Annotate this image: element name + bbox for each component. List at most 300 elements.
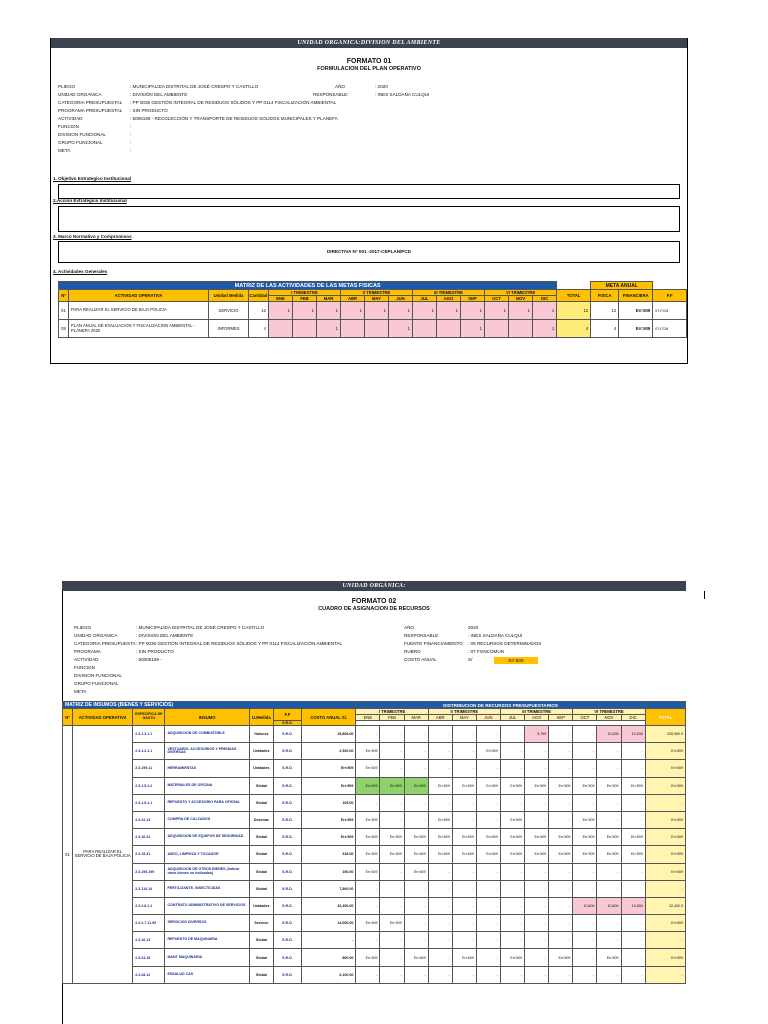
col2-n: Nº — [63, 709, 73, 726]
meta-row — [74, 649, 174, 654]
responsible-field — [313, 92, 430, 97]
row-month-value — [413, 320, 437, 338]
row-month-value: - — [525, 760, 549, 777]
meta-label: FUNCION — [74, 665, 95, 670]
row-month-value: - — [476, 966, 500, 983]
section-norms-box — [58, 241, 680, 263]
row-month-value: - — [621, 915, 645, 932]
row-month-value: Err:509 — [597, 829, 621, 846]
col-q4: VI TRIMESTRE — [485, 290, 557, 296]
row-month-value — [365, 320, 389, 338]
month-header: JUN — [389, 296, 413, 302]
row-input: ADQUISICION DE EQUIPOS DE SEGURIDAD — [165, 829, 249, 846]
meta-value: : PP 0036 GESTIÓN INTEGRAL DE RESIDUOS SÓLIDOS Y PP 0114 FISCALIZACIÓN AMBIENTAL — [136, 641, 343, 646]
row-month-value: - — [404, 726, 428, 743]
row-month-value: Err:509 — [621, 829, 645, 846]
table-row — [63, 829, 686, 846]
row-cost: Err:509 — [302, 829, 356, 846]
month-header: SEP — [549, 715, 573, 721]
row-unit: Unidades — [249, 760, 273, 777]
row-cost: Err:509 — [302, 760, 356, 777]
row-month-value: Err:509 — [549, 777, 573, 794]
col-q3: III TRIMESTRE — [413, 290, 485, 296]
row-month-value: Err:509 — [501, 829, 525, 846]
meta-value: : — [130, 140, 132, 145]
col2-input: INSUMO — [165, 709, 249, 726]
row-month-value: - — [356, 897, 380, 914]
annual-cost-value: Err:509 — [494, 657, 538, 664]
row-month-value: - — [380, 760, 404, 777]
row-month-value: Err:509 — [428, 846, 452, 863]
row-month-value: - — [501, 726, 525, 743]
row-unit: Global — [249, 932, 273, 949]
row-month-value — [437, 320, 461, 338]
row-ff: 5-R.D. — [273, 949, 301, 966]
row-month-value: 1 — [533, 302, 557, 320]
row-month-value: - — [404, 811, 428, 828]
meta-label: GRUPO FUNCIONAL — [58, 140, 103, 145]
row-month-value: - — [549, 915, 573, 932]
month-header: OCT — [573, 715, 597, 721]
row-month-value: - — [428, 880, 452, 897]
row-total: Err:509 — [645, 777, 685, 794]
meta-value: : — [130, 148, 132, 153]
group-n: 01 — [63, 726, 73, 984]
row-month-value: Err:509 — [356, 760, 380, 777]
meta-row — [74, 673, 122, 678]
row-month-value: Err:509 — [380, 829, 404, 846]
format-02-subtitle: CUADRO DE ASIGNACION DE RECURSOS — [318, 606, 430, 612]
month-header: ENE — [269, 296, 293, 302]
row-unit: Docenas — [249, 811, 273, 828]
row-month-value: - — [597, 863, 621, 880]
meta-value: : 05 RECURSOS DETERMINADOS — [468, 641, 542, 646]
responsible-value: : INES SALDAÑA CULQUI — [375, 92, 430, 97]
row-month-value: - — [549, 966, 573, 983]
table-row — [63, 949, 686, 966]
row-month-value: Err:509 — [356, 829, 380, 846]
row-month-value: 1 — [389, 302, 413, 320]
month-header: NOV — [509, 296, 533, 302]
meta-value: : 07 FONCOMUN — [468, 649, 504, 654]
group-activity: PARA REALIZAR EL SERVICIO DE BAJA POLICIA — [73, 726, 133, 984]
meta-value: : 50006159 - — [136, 657, 162, 662]
row-ff: 5-R.D. — [273, 829, 301, 846]
row-month-value: 10,635 — [597, 726, 621, 743]
row-month-value: - — [404, 932, 428, 949]
row-month-value: - — [549, 811, 573, 828]
month-header: ENE — [356, 715, 380, 721]
meta-label: FUNCION — [58, 124, 79, 129]
col2-q4: VI TRIMESTRE — [573, 709, 645, 715]
row-month-value: Err:509 — [621, 777, 645, 794]
month-header: JUL — [413, 296, 437, 302]
row-month-value: - — [525, 794, 549, 811]
col-quantity: Cantidad — [249, 290, 269, 302]
month-header: JUN — [476, 715, 500, 721]
row-month-value: - — [428, 863, 452, 880]
row-month-value: - — [380, 932, 404, 949]
meta-label: PROGRAMA PRESUPUESTAL — [58, 108, 123, 113]
table-row — [59, 302, 687, 320]
row-month-value: - — [476, 760, 500, 777]
row-n: 01 — [59, 302, 69, 320]
row-total: Err:509 — [645, 863, 685, 880]
row-month-value: - — [573, 794, 597, 811]
row-month-value: - — [501, 863, 525, 880]
row-total: - — [645, 880, 685, 897]
row-ff: 5-R.D. — [273, 932, 301, 949]
row-month-value: - — [573, 726, 597, 743]
row-month-value: - — [621, 760, 645, 777]
row-month-value: Err:509 — [404, 829, 428, 846]
month-header: FEB — [380, 715, 404, 721]
row-month-value: Err:509 — [356, 846, 380, 863]
col2-q2: II TRIMESTRE — [428, 709, 500, 715]
col-q2: II TRIMESTRE — [341, 290, 413, 296]
row-month-value: - — [356, 880, 380, 897]
table-row — [63, 897, 686, 914]
row-month-value: Err:509 — [525, 777, 549, 794]
row-month-value: - — [525, 932, 549, 949]
row-month-value: 1 — [437, 302, 461, 320]
row-month-value: - — [476, 811, 500, 828]
year-value: : 2020 — [375, 84, 388, 89]
row-month-value: Err:509 — [356, 863, 380, 880]
row-month-value: - — [356, 966, 380, 983]
row-month-value: Err:509 — [404, 949, 428, 966]
row-month-value: 5,799 — [525, 726, 549, 743]
col2-activity: ACTIVIDAD OPERATIVA — [73, 709, 133, 726]
row-month-value: - — [428, 760, 452, 777]
row-input: HERRAMIENTAS — [165, 760, 249, 777]
row-month-value: - — [356, 932, 380, 949]
meta-value: : INES SALDAÑA CULQUI — [468, 633, 523, 638]
row-financial: Err:509 — [619, 302, 653, 320]
month-header: SEP — [461, 296, 485, 302]
row-unit: Global — [249, 880, 273, 897]
inputs-matrix — [62, 701, 686, 984]
row-month-value: Err:509 — [452, 829, 476, 846]
row-month-value: Err:509 — [621, 846, 645, 863]
row-month-value: - — [428, 949, 452, 966]
meta-value: : 5006159 - RECOLECCIÓN Y TRANSPORTE DE RESIDUOS SOLIDOS MUNICIPALES Y PLANEFA — [130, 116, 338, 121]
table-row — [63, 966, 686, 983]
row-month-value: - — [452, 915, 476, 932]
row-month-value: - — [501, 794, 525, 811]
row-month-value: - — [452, 966, 476, 983]
row-unit: Global — [249, 777, 273, 794]
row-unit: SERVICIO — [209, 302, 249, 320]
col-financial: FINANCIERA — [619, 290, 653, 302]
meta-label: CATEGORIA PRESUPUESTA — [74, 641, 136, 646]
row-month-value: - — [549, 726, 573, 743]
row-month-value: 1 — [461, 320, 485, 338]
row-month-value: - — [621, 863, 645, 880]
row-unit: Global — [249, 794, 273, 811]
row-month-value: Err:509 — [380, 846, 404, 863]
col2-cost: COSTO ANUAL S/. — [302, 709, 356, 726]
row-ff: 5-R.D. — [273, 966, 301, 983]
row-spec: 2.3.16.13 — [133, 932, 165, 949]
row-month-value: - — [452, 863, 476, 880]
meta-value: : SIN PRODUCTO — [130, 108, 168, 113]
row-month-value: Err:509 — [501, 846, 525, 863]
row-spec: 2.3.22.13 — [133, 811, 165, 828]
row-month-value: - — [476, 863, 500, 880]
row-month-value: - — [452, 794, 476, 811]
col2-ff-sub: 5-R.D. — [273, 721, 301, 726]
row-month-value: - — [549, 932, 573, 949]
row-month-value: - — [525, 880, 549, 897]
meta-row — [74, 665, 95, 670]
row-unit: Unidades — [249, 897, 273, 914]
row-total: Err:509 — [645, 915, 685, 932]
row-month-value: 1 — [317, 320, 341, 338]
row-month-value — [341, 320, 365, 338]
row-spec: 2.3.110.14 — [133, 880, 165, 897]
row-month-value: - — [501, 897, 525, 914]
month-header: ABR — [428, 715, 452, 721]
row-month-value: - — [525, 949, 549, 966]
row-month-value: - — [501, 743, 525, 760]
row-month-value: 1 — [461, 302, 485, 320]
month-header: OCT — [485, 296, 509, 302]
row-cost: 800.00 — [302, 949, 356, 966]
row-month-value: - — [597, 760, 621, 777]
row-spec: 2.3.1.3.1.1 — [133, 726, 165, 743]
format-02-heading — [62, 598, 686, 612]
row-input: REPUESTO DE MAQUINARIA — [165, 932, 249, 949]
row-month-value: Err:509 — [573, 811, 597, 828]
row-month-value: - — [573, 880, 597, 897]
month-header: MAR — [404, 715, 428, 721]
row-month-value: 10,800 — [597, 897, 621, 914]
section-action-title: 2.Accion Estrategico Institucional — [53, 198, 127, 203]
meta-row — [404, 657, 473, 662]
row-month-value: - — [380, 811, 404, 828]
table-row — [63, 932, 686, 949]
row-month-value: 1 — [485, 302, 509, 320]
row-month-value: - — [404, 915, 428, 932]
row-month-value: Err:509 — [549, 846, 573, 863]
row-month-value: - — [404, 897, 428, 914]
row-input: SERVICIOS DIVERSOS — [165, 915, 249, 932]
row-month-value: - — [501, 880, 525, 897]
month-header: DIC — [533, 296, 557, 302]
row-month-value: - — [380, 726, 404, 743]
row-cost: 29,808.00 — [302, 726, 356, 743]
row-month-value: Err:509 — [428, 829, 452, 846]
meta-row — [58, 100, 337, 105]
row-ff: 5-R.D. — [273, 846, 301, 863]
table-row — [63, 811, 686, 828]
row-spec: 2.3.28.12 — [133, 966, 165, 983]
row-month-value: - — [380, 794, 404, 811]
row-total: Err:509 — [645, 811, 685, 828]
meta-label: COSTO ANUAL — [404, 657, 437, 662]
row-month-value: Err:509 — [356, 777, 380, 794]
month-header: MAR — [317, 296, 341, 302]
row-month-value: - — [476, 932, 500, 949]
row-month-value: Err:509 — [404, 863, 428, 880]
row-month-value: Err:509 — [452, 949, 476, 966]
meta-label: PROGRAMA — [74, 649, 101, 654]
row-month-value: Err:509 — [356, 915, 380, 932]
row-cost: 14,000.00 — [302, 915, 356, 932]
row-spec: 2.3.199.199 — [133, 863, 165, 880]
meta-label: PLIEGO — [58, 84, 76, 89]
meta-row — [74, 633, 194, 638]
row-month-value: - — [452, 743, 476, 760]
row-month-value: - — [573, 915, 597, 932]
meta-row — [74, 641, 343, 646]
col2-q1: I TRIMESTRE — [356, 709, 428, 715]
row-input: CONTRATO ADMINISTRATIVO DE SERVICIOS — [165, 897, 249, 914]
month-header: AGO — [525, 715, 549, 721]
meta-label: RESPONSABLE: — [404, 633, 440, 638]
meta-label: FUENTE FINANCIAMIENTO — [404, 641, 463, 646]
format-01-page — [50, 38, 688, 364]
meta-row — [58, 140, 132, 145]
row-month-value: - — [501, 760, 525, 777]
year-label: AÑO — [335, 84, 345, 89]
row-input: ADQUISICION DE OTROS BIENES (indicar otros bienes no indicados) — [165, 863, 249, 880]
row-input: VESTUARIO, ACCESORIOS Y PRENDAS DIVERSAS — [165, 743, 249, 760]
year-field — [335, 84, 388, 89]
row-total: Err:509 — [645, 949, 685, 966]
row-month-value: - — [549, 897, 573, 914]
row-ff: 5-R.D. — [273, 777, 301, 794]
meta-label: AÑO — [404, 625, 414, 630]
row-total: 32,400.0 — [645, 897, 685, 914]
row-input: MATERIALES DE OFICINA — [165, 777, 249, 794]
row-activity: PLAN ANUAL DE EVALUACION Y FISCALIZACION AMBIENTAL - PLANEFA 2020 — [69, 320, 209, 338]
row-month-value: - — [597, 743, 621, 760]
meta-row — [74, 689, 86, 694]
section-action-box — [58, 206, 680, 232]
table-row — [63, 760, 686, 777]
row-unit: Servicio — [249, 915, 273, 932]
unit-org-bar: UNIDAD ORGANICA:DIVISION DEL AMBIENTE — [51, 38, 687, 48]
row-month-value: - — [476, 880, 500, 897]
row-physical: 4 — [591, 320, 619, 338]
row-month-value: - — [380, 949, 404, 966]
row-input: MANT MAQUINARIA — [165, 949, 249, 966]
col-n: Nº — [59, 290, 69, 302]
directive-text: DIRECTIVA N° 001 -2017-CEPLAN/PCD — [326, 249, 412, 254]
row-ff: 07-FCM — [653, 320, 687, 338]
row-unit: Global — [249, 846, 273, 863]
row-month-value: Err:509 — [476, 829, 500, 846]
meta-row — [58, 124, 132, 129]
row-month-value: - — [476, 726, 500, 743]
row-month-value: Err:509 — [356, 811, 380, 828]
table-row — [63, 915, 686, 932]
row-physical: 12 — [591, 302, 619, 320]
row-input: ESSALUD CAS — [165, 966, 249, 983]
row-month-value: Err:509 — [428, 777, 452, 794]
row-cost: - — [302, 932, 356, 949]
month-header: FEB — [293, 296, 317, 302]
meta-value: S/ — [468, 657, 473, 662]
row-month-value: - — [404, 880, 428, 897]
row-month-value — [269, 320, 293, 338]
physical-goals-matrix — [58, 281, 687, 338]
row-ff: 5-R.D. — [273, 811, 301, 828]
row-month-value: - — [428, 743, 452, 760]
row-cost: Err:509 — [302, 811, 356, 828]
row-total: - — [645, 966, 685, 983]
row-month-value: - — [476, 897, 500, 914]
row-financial: Err:509 — [619, 320, 653, 338]
page-edge-mark — [704, 591, 705, 599]
row-month-value: - — [549, 760, 573, 777]
row-input: COMPRA DE CALZADOS — [165, 811, 249, 828]
row-month-value: 1 — [317, 302, 341, 320]
row-month-value: - — [597, 811, 621, 828]
row-month-value: 1 — [509, 302, 533, 320]
row-spec: 2.3.1.2.1.1 — [133, 743, 165, 760]
row-month-value: - — [452, 726, 476, 743]
col-ff: F.F — [653, 290, 687, 302]
row-month-value: - — [621, 880, 645, 897]
row-ff: 5-R.D. — [273, 743, 301, 760]
row-spec: 2.3.15.31 — [133, 846, 165, 863]
table-row — [63, 743, 686, 760]
row-month-value: - — [501, 915, 525, 932]
meta-value: : — [130, 124, 132, 129]
row-month-value: - — [404, 794, 428, 811]
row-month-value: 1 — [341, 302, 365, 320]
row-month-value: Err:509 — [549, 949, 573, 966]
row-spec: 2.3.1.5.1.2 — [133, 777, 165, 794]
meta-row — [404, 649, 504, 654]
row-month-value: 1 — [293, 302, 317, 320]
row-spec: 2.3.2.8.1.1 — [133, 897, 165, 914]
row-month-value: 1 — [389, 320, 413, 338]
row-spec: 2.3.24.15 — [133, 949, 165, 966]
row-unit: Global — [249, 829, 273, 846]
month-header: DIC — [621, 715, 645, 721]
row-month-value: Err:509 — [428, 811, 452, 828]
meta-anual-header: META ANUAL — [591, 282, 653, 290]
row-month-value: - — [573, 743, 597, 760]
row-ff: 5-R.D. — [273, 760, 301, 777]
row-ff: 5-R.D. — [273, 880, 301, 897]
row-month-value: - — [452, 897, 476, 914]
table-row — [59, 320, 687, 338]
meta-value: : SIN PRODUCTO — [136, 649, 174, 654]
row-month-value: - — [621, 811, 645, 828]
row-total: - — [645, 932, 685, 949]
table-row — [63, 726, 686, 743]
row-month-value: - — [428, 794, 452, 811]
row-cost: 318.00 — [302, 846, 356, 863]
col2-spec: ESPECIFICA DE GASTO — [133, 709, 165, 726]
row-month-value: - — [525, 915, 549, 932]
row-month-value: - — [404, 743, 428, 760]
row-ff: 5-R.D. — [273, 726, 301, 743]
row-month-value: - — [452, 811, 476, 828]
row-month-value: - — [525, 811, 549, 828]
row-month-value: - — [597, 966, 621, 983]
meta-value: 2020 — [468, 625, 479, 630]
row-input: REPUESTO Y ACCESORIO PARA OFICINA — [165, 794, 249, 811]
row-cost: 105.00 — [302, 794, 356, 811]
col2-unit: U.Medida — [249, 709, 273, 726]
row-month-value: - — [621, 794, 645, 811]
